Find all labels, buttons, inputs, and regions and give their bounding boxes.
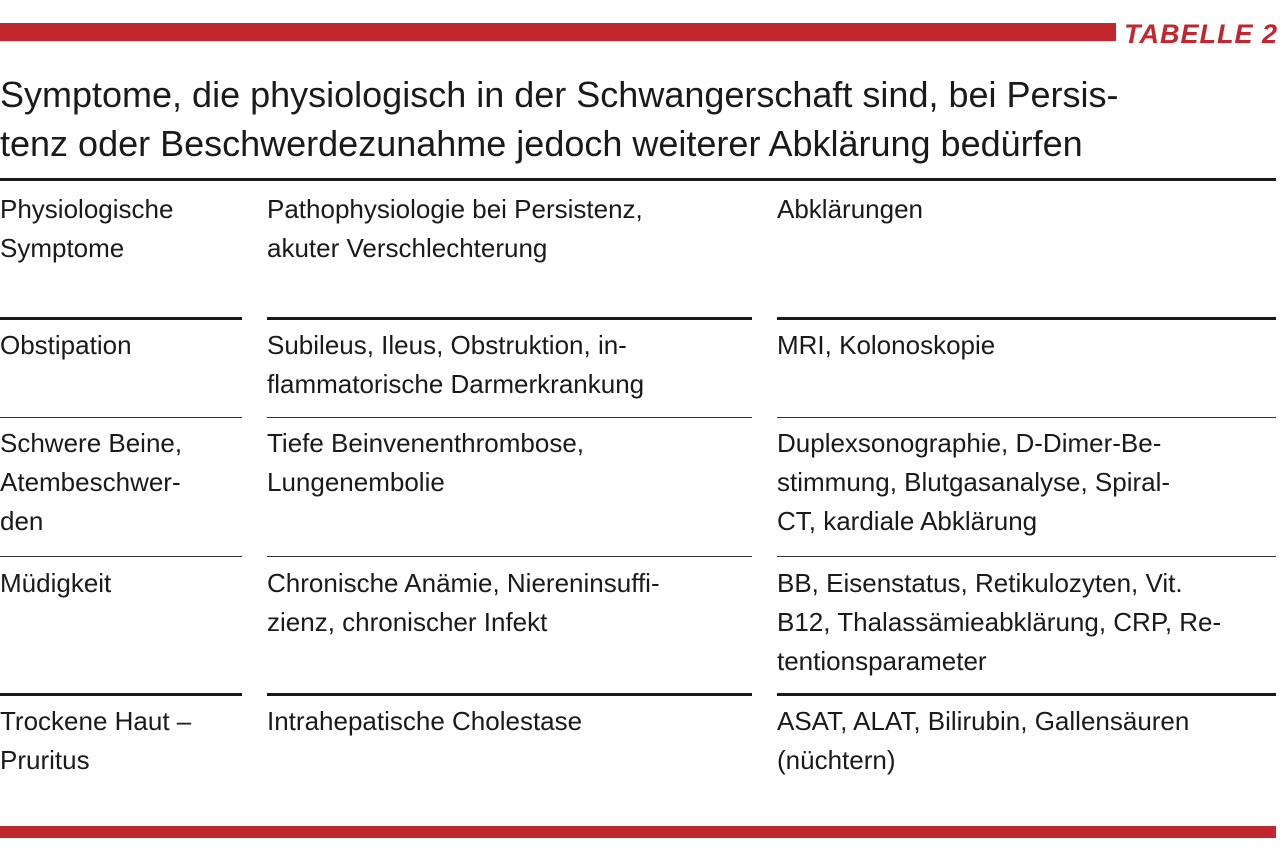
table-cell-symptom bbox=[0, 564, 242, 603]
cell-text: den bbox=[0, 506, 44, 536]
row-divider bbox=[267, 556, 752, 557]
cell-text: CT, kardiale Abklärung bbox=[777, 506, 1038, 536]
cell-text: tentionsparameter bbox=[777, 646, 987, 676]
cell-text: Obstipation bbox=[0, 330, 132, 360]
cell-text: Chronische Anämie, Niereninsuffi- bbox=[267, 568, 660, 598]
cell-text: Trockene Haut – bbox=[0, 706, 192, 736]
cell-text: ASAT, ALAT, Bilirubin, Gallensäuren bbox=[777, 706, 1190, 736]
table-cell-pathophysiology bbox=[267, 424, 752, 502]
cell-text: B12, Thalassämieabklärung, CRP, Re- bbox=[777, 607, 1222, 637]
column-header-pathophysiology bbox=[267, 190, 752, 268]
table-cell-pathophysiology bbox=[267, 564, 752, 642]
table-title-line: tenz oder Beschwerdezunahme jedoch weiterer Abklärung bedürfen bbox=[0, 123, 1083, 164]
cell-text: Müdigkeit bbox=[0, 568, 112, 598]
table-cell-workup bbox=[777, 326, 1276, 365]
table-cell-symptom bbox=[0, 702, 242, 780]
header-rule bbox=[777, 317, 1276, 320]
table-header-bar bbox=[0, 19, 1280, 49]
cell-text: Lungenembolie bbox=[267, 467, 445, 497]
cell-text: BB, Eisenstatus, Retikulozyten, Vit. bbox=[777, 568, 1183, 598]
row-divider bbox=[0, 693, 242, 696]
header-rule bbox=[0, 317, 242, 320]
table-cell-symptom bbox=[0, 424, 242, 541]
table-cell-workup bbox=[777, 564, 1276, 681]
cell-text: Intrahepatische Cholestase bbox=[267, 706, 583, 736]
bottom-red-bar bbox=[0, 826, 1276, 838]
table-number-label: TABELLE 2 bbox=[1123, 19, 1278, 49]
header-text: Pathophysiologie bei Persistenz, bbox=[267, 194, 643, 224]
header-text: Symptome bbox=[0, 233, 125, 263]
row-divider bbox=[267, 693, 752, 696]
table-title-line: Symptome, die physiologisch in der Schwangerschaft sind, bei Persis- bbox=[0, 74, 1119, 115]
row-divider bbox=[0, 556, 242, 557]
table-cell-workup bbox=[777, 424, 1276, 541]
title-divider bbox=[0, 178, 1276, 181]
row-divider bbox=[267, 417, 752, 418]
cell-text: Schwere Beine, bbox=[0, 428, 183, 458]
header-text: Physiologische bbox=[0, 194, 174, 224]
column-header-workup bbox=[777, 190, 1276, 229]
cell-text: Atembeschwer- bbox=[0, 467, 181, 497]
cell-text: Tiefe Beinvenenthrombose, bbox=[267, 428, 585, 458]
cell-text: Duplexsonographie, D-Dimer-Be- bbox=[777, 428, 1162, 458]
cell-text: flammatorische Darmerkrankung bbox=[267, 369, 645, 399]
cell-text: Pruritus bbox=[0, 745, 90, 775]
table-cell-pathophysiology bbox=[267, 326, 752, 404]
column-header-symptoms bbox=[0, 190, 242, 268]
cell-text: MRI, Kolonoskopie bbox=[777, 330, 996, 360]
cell-text: stimmung, Blutgasanalyse, Spiral- bbox=[777, 467, 1171, 497]
table-cell-symptom bbox=[0, 326, 242, 365]
table-title bbox=[0, 70, 1275, 168]
row-divider bbox=[777, 556, 1276, 557]
row-divider bbox=[0, 417, 242, 418]
cell-text: (nüchtern) bbox=[777, 745, 896, 775]
top-red-bar bbox=[0, 23, 1116, 41]
table-cell-workup bbox=[777, 702, 1276, 780]
row-divider bbox=[777, 417, 1276, 418]
row-divider bbox=[777, 693, 1276, 696]
table-cell-pathophysiology bbox=[267, 702, 752, 741]
cell-text: Subileus, Ileus, Obstruktion, in- bbox=[267, 330, 627, 360]
header-text: Abklärungen bbox=[777, 194, 923, 224]
cell-text: zienz, chronischer Infekt bbox=[267, 607, 548, 637]
header-text: akuter Verschlechterung bbox=[267, 233, 548, 263]
header-rule bbox=[267, 317, 752, 320]
